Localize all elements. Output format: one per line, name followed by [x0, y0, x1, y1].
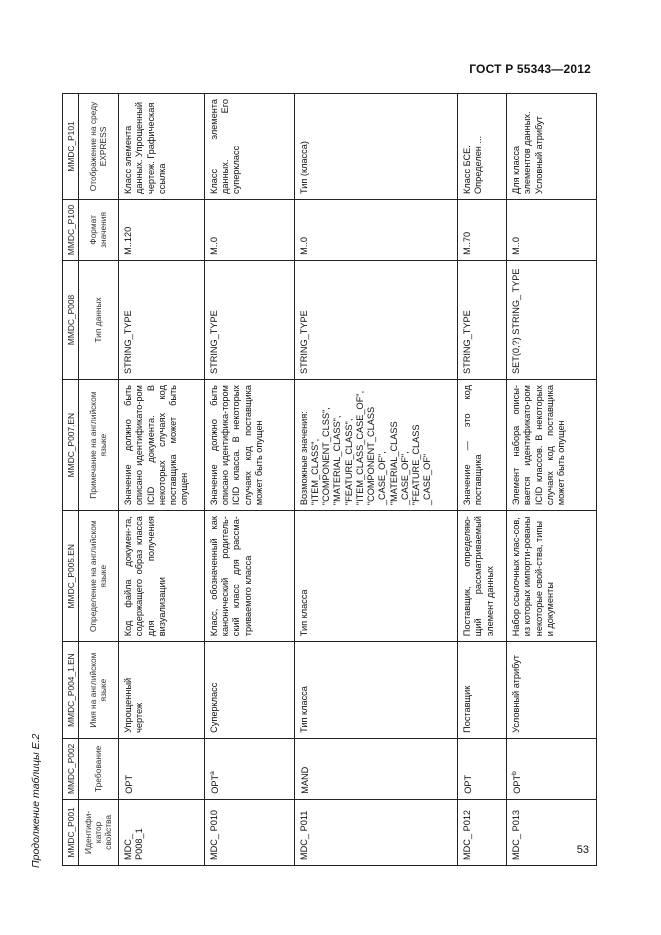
column-header: Тип данных [79, 260, 119, 379]
requirement-text: OPT [124, 774, 135, 794]
value-format-cell: M..0 [294, 199, 457, 260]
property-id-cell: MDC_ P008_1 [119, 799, 205, 865]
data-type-cell: STRING_TYPE [294, 260, 457, 379]
value-format-cell: M..0 [507, 199, 597, 260]
table-continuation-caption: Продолжение таблицы Е.2 [30, 733, 42, 868]
name-cell: Условный атрибут [507, 642, 597, 739]
definition-cell: Тип класса [294, 511, 457, 642]
name-cell: Тип класса [294, 642, 457, 739]
express-mapping-cell: Класс БСЕ. Определен ... [458, 94, 507, 200]
column-header: Формат значения [79, 199, 119, 260]
column-code: MMDC_P100 [63, 199, 79, 260]
column-header: Примечание на английском языке [79, 380, 119, 511]
definition-cell: Класс, обозначенный как канонический родитель-ский класс для рассма-триваемого класса [204, 511, 294, 642]
column-header: Отображение на среду EXPRESS [79, 94, 119, 200]
column-header-row [79, 94, 119, 866]
express-mapping-cell: Тип (класса) [294, 94, 457, 200]
requirement-cell [119, 738, 205, 799]
requirement-footnote: b [511, 771, 519, 775]
value-format-cell: M..70 [458, 199, 507, 260]
column-header: Идентифи-катор свойства [79, 799, 119, 865]
note-cell: Возможные значения: "ITEM_CLASS", "COMPONENT_CLSS", "MATERIAL_CLASS", "FEATURE_CLASS", "ITEM_CLASS_CASE_OF", "COMPONENT_CLASS _CASE_OF", "MATERIAL_CLASS _CASE_OF", "FEATURE_CLASS _CASE_OF" [294, 380, 457, 511]
column-code: MMDC_P101 [63, 94, 79, 200]
column-code: MMDC_P008 [63, 260, 79, 379]
requirement-text: MAND [299, 766, 310, 794]
data-type-cell: SET(0,?) STRING_ TYPE [507, 260, 597, 379]
data-type-cell: STRING_TYPE [458, 260, 507, 379]
column-header: Имя на английском языке [79, 642, 119, 739]
note-cell: Элемент набора описы-вается идентификато-ром ICID классов. В некоторых случаях код поставщика может быть опущен [507, 380, 597, 511]
column-code: MMDC_P004_1.EN [63, 642, 79, 739]
definition-cell: Набор ссылочных клас-сов, из которых импорти-рованы некоторые свой-ства, типы и документы [507, 511, 597, 642]
name-cell: Поставщик [458, 642, 507, 739]
property-id-cell: MDC_ P013 [507, 799, 597, 865]
page-number: 53 [576, 844, 589, 856]
table-row [507, 94, 597, 866]
data-type-cell: STRING_TYPE [119, 260, 205, 379]
express-mapping-cell: Класс элемента данных. Его суперкласс [204, 94, 294, 200]
column-code: MMDC_P007.EN [63, 380, 79, 511]
requirement-cell [458, 738, 507, 799]
requirement-text: OPT [463, 774, 474, 794]
requirement-cell [507, 738, 597, 799]
express-mapping-cell: Класс элемента данных. Упрощенный чертеж. Графическая ссылка [119, 94, 205, 200]
name-cell: Суперкласс [204, 642, 294, 739]
column-header: Определение на английском языке [79, 511, 119, 642]
definition-cell: Поставщик, определяю-щий рассматриваемый элемент данных [458, 511, 507, 642]
definition-cell: Код файла докумен-та, содержащего образ класса для получения визуализации [119, 511, 205, 642]
note-cell: Значение — это код поставщика [458, 380, 507, 511]
column-code: MMDC_P002 [63, 738, 79, 799]
note-cell: Значение должно быть описано идентификато-ром ICID документа. В некоторых случаях код поставщика может быть опущен [119, 380, 205, 511]
properties-table [62, 93, 597, 866]
requirement-text: OPT [512, 774, 523, 794]
requirement-text: OPT [209, 774, 220, 794]
data-type-cell: STRING_TYPE [204, 260, 294, 379]
rotated-table-wrapper [62, 93, 597, 866]
property-id-cell: MDC_ P012 [458, 799, 507, 865]
column-code-row [63, 94, 79, 866]
column-code: MMDC_P005.EN [63, 511, 79, 642]
value-format-cell: M..0 [204, 199, 294, 260]
requirement-cell [294, 738, 457, 799]
table-row [204, 94, 294, 866]
table-row [294, 94, 457, 866]
name-cell: Упрощенный чертеж [119, 642, 205, 739]
column-code: MMDC_P001 [63, 799, 79, 865]
table-row [458, 94, 507, 866]
standard-header: ГОСТ Р 55343—2012 [469, 62, 591, 76]
value-format-cell: M..120 [119, 199, 205, 260]
note-cell: Значение должно быть описано идентифика-тором ICID класса. В некоторых случаях код поставщика может быть опущен [204, 380, 294, 511]
requirement-cell [204, 738, 294, 799]
requirement-footnote: a [208, 771, 216, 775]
property-id-cell: MDC_ P010 [204, 799, 294, 865]
column-header: Требование [79, 738, 119, 799]
property-id-cell: MDC_ P011 [294, 799, 457, 865]
express-mapping-cell: Для класса элементов данных. Условный атрибут [507, 94, 597, 200]
table-row [119, 94, 205, 866]
